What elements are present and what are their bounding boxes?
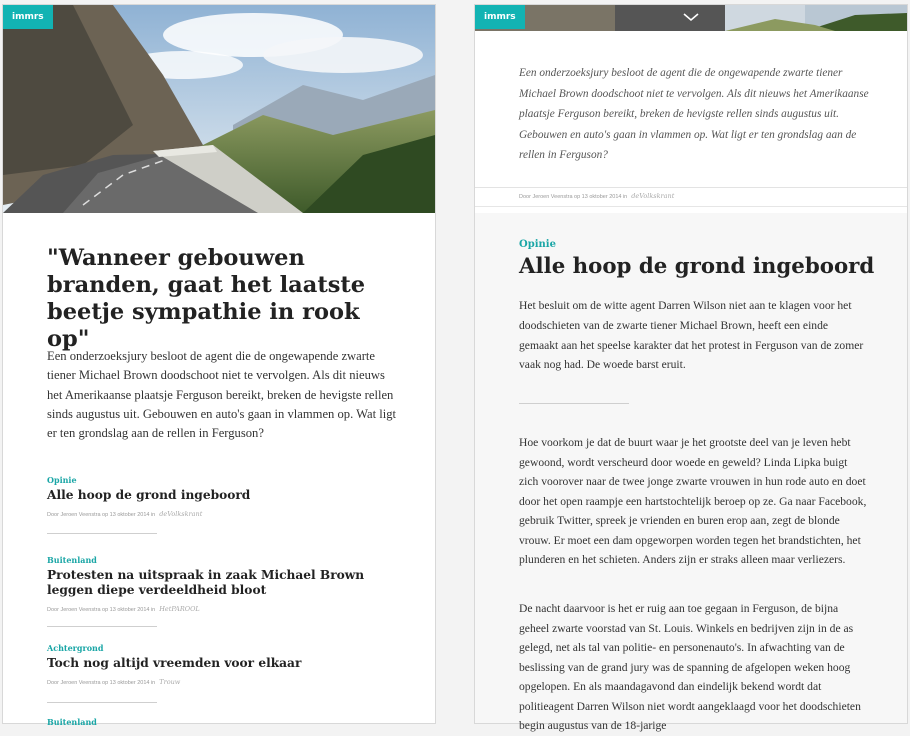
divider xyxy=(519,403,629,404)
related-article-title[interactable]: Alle hoop de grond ingeboord xyxy=(47,488,251,502)
section-label[interactable]: Opinie xyxy=(519,239,556,250)
left-screen xyxy=(2,4,436,727)
article-lead: Een onderzoeksjury besloot de agent die de ongewapende zwarte tiener Michael Brown doodschoot niet te vervolgen. Als dit nieuws het Amerikaanse plaatsje Ferguson bereikt, breken de hevigste rellen sinds augustus uit. Gebouwen en auto's gaan in vlammen op. Wat ligt er ten grondslag aan de rellen in Ferguson? xyxy=(47,349,397,441)
right-screen xyxy=(474,4,908,732)
divider xyxy=(47,533,157,534)
section-label: Buitenland xyxy=(47,555,97,565)
article-lead: Een onderzoeksjury besloot de agent die de ongewapende zwarte tiener Michael Brown doodschoot niet te vervolgen. Als dit nieuws het Amerikaanse plaatsje Ferguson bereikt, breken de hevigste rellen sinds augustus uit. Gebouwen en auto's gaan in vlammen op. Wat ligt er ten grondslag aan de rellen in Ferguson? xyxy=(519,67,869,162)
article-meta: Door Jeroen Veenstra op 13 oktober 2014 in Trouw xyxy=(47,678,181,686)
article-headline: "Wanneer gebouwen branden, gaat het laatste beetje sympathie in rook op" xyxy=(47,245,366,352)
divider xyxy=(47,626,157,627)
divider xyxy=(475,206,907,207)
related-article-title[interactable]: Protesten na uitspraak in zaak Michael Brown leggen diepe verdeeldheid bloot xyxy=(47,568,365,597)
hero-image xyxy=(3,5,435,213)
section-label: Achtergrond xyxy=(47,643,104,653)
divider xyxy=(475,187,907,188)
article-meta: Door Jeroen Veenstra op 13 oktober 2014 in deVolkskrant xyxy=(47,510,203,518)
related-article[interactable] xyxy=(47,555,407,613)
related-article[interactable] xyxy=(47,643,407,686)
article-paragraph: Hoe voorkom je dat de buurt waar je het grootste deel van je leven hebt gewoond, wordt verscheurd door woede en geweld? Linda Lipka buigt zich voorover naar de twee jonge zwarte vrouwen in hun rode auto en doet door het open raampje een hartstochtelijk beroep op ze. Ga naar Facebook, gebruik Twitter, spreek je vrienden en buren erop aan, zegt de blonde vrouw. Er moet een dam opgeworpen worden tegen het brandstichten, het plunderen en het schieten. Anders zijn er straks alleen maar verliezers. xyxy=(519,436,867,566)
divider xyxy=(47,702,157,703)
article-intro: Het besluit om de witte agent Darren Wilson niet aan te klagen voor het doodschieten van de zwarte tiener Michael Brown, heeft een einde gemaakt aan het speelse karakter dat het protest in Ferguson van de zomer vaak nog had. De woede barst eruit. xyxy=(519,299,864,372)
section-label: Opinie xyxy=(47,475,77,485)
source-logo: Trouw xyxy=(159,678,181,686)
mountain-road-photo xyxy=(3,5,435,213)
source-logo: deVolkskrant xyxy=(159,510,203,518)
related-article-title[interactable]: Toch nog altijd vreemden voor elkaar xyxy=(47,656,302,670)
related-article[interactable] xyxy=(47,717,407,727)
brand-logo[interactable]: immrs xyxy=(3,5,53,29)
section-label: Buitenland xyxy=(47,717,97,727)
article-header xyxy=(475,5,907,213)
brand-logo[interactable]: immrs xyxy=(475,5,525,29)
article-paragraph: De nacht daarvoor is het er ruig aan toe gegaan in Ferguson, de bijna geheel zwarte voorstad van St. Louis. Winkels en bedrijven zijn in de as gelegd, net als tal van politie- en personenauto's. In afwachting van de beslissing van de grand jury was de spanning de afgelopen weken hoog opgelopen. En als maandagavond dan eindelijk bekend wordt dat politieagent Darren Wilson niet wordt aangeklaagd voor het doodschieten begin augustus van de 18-jarige xyxy=(519,602,861,732)
chevron-down-icon[interactable] xyxy=(681,11,701,23)
related-article[interactable] xyxy=(47,475,407,518)
article-meta: Door Jeroen Veenstra op 13 oktober 2014 in HetPAROOL xyxy=(47,605,200,613)
source-logo: HetPAROOL xyxy=(159,605,200,613)
article-meta: Door Jeroen Veenstra op 13 oktober 2014 in deVolkskrant xyxy=(519,192,675,200)
article-title: Alle hoop de grond ingeboord xyxy=(519,254,875,279)
source-logo: deVolkskrant xyxy=(631,192,675,200)
